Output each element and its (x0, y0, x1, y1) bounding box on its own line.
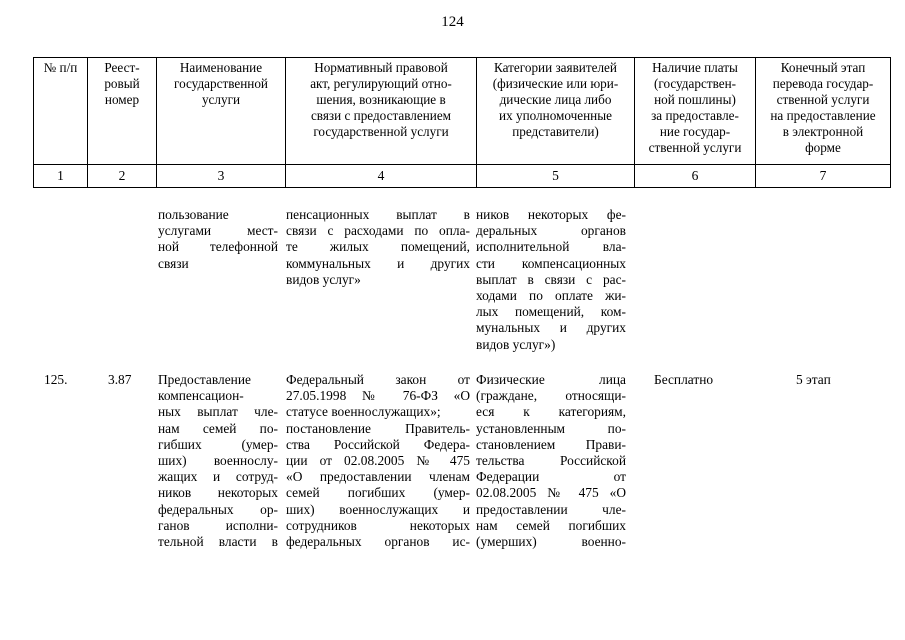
text-line: пользование (158, 207, 229, 222)
header-line: Наименование (179, 60, 263, 75)
text-line: (умерших) военно- (476, 534, 626, 550)
text-line: Федерации от (476, 469, 626, 485)
header-line: Нормативный правовой (314, 60, 448, 75)
text-line: Предоставление (158, 372, 251, 387)
text-line: выплат в связи с рас- (476, 271, 626, 287)
text-line: исполнительной вла- (476, 239, 626, 255)
text-line: федеральных ор- (158, 501, 278, 517)
text-line: видов услуг» (286, 271, 361, 287)
text-line: коммунальных и других (286, 255, 470, 271)
header-line: Наличие платы (652, 60, 738, 75)
header-line: услуги (201, 92, 241, 107)
header-line: государственной (174, 76, 268, 91)
text-line: мунальных и других (476, 320, 626, 336)
header-line: номер (104, 92, 140, 107)
column-number: 7 (756, 165, 891, 188)
header-line: форме (805, 140, 841, 155)
text-line: тельной власти в (158, 534, 278, 550)
header-line: ной пошлины) (654, 92, 736, 107)
column-number: 6 (635, 165, 756, 188)
text-line: ходами по оплате жи- (476, 288, 626, 304)
text-line: постановление Правитель- (286, 420, 470, 436)
fee-value: Бесплатно (654, 372, 714, 387)
header-line: представители) (512, 124, 599, 139)
text-line: становлением Прави- (476, 436, 626, 452)
header-cell-legal-act (286, 58, 477, 165)
header-line: в электронной (782, 124, 864, 139)
text-line: установленным по- (476, 420, 626, 436)
row-legal-act (286, 372, 470, 550)
header-line: государственной услуги (313, 124, 449, 139)
text-line: услугами мест- (158, 223, 278, 239)
header-line: ственной услуги (648, 140, 742, 155)
text-line: ников некоторых (158, 485, 278, 501)
text-line: компенсацион- (158, 388, 244, 404)
header-line: Реест- (104, 60, 140, 75)
text-line: ной телефонной (158, 239, 278, 255)
row-service-name (158, 372, 278, 550)
header-line: за предоставле- (651, 108, 739, 123)
text-line: Физические лица (476, 372, 626, 387)
text-line: статусе военнослужащих»; (286, 404, 441, 420)
header-cell-registry (88, 58, 157, 165)
text-line: ников некоторых фе- (476, 207, 626, 222)
text-line: ганов исполни- (158, 517, 278, 533)
header-cell-fee (635, 58, 756, 165)
text-line: нам семей погибших (476, 517, 626, 533)
header-line: дические лица либо (499, 92, 612, 107)
column-number: 2 (88, 165, 157, 188)
text-line: нам семей по- (158, 420, 278, 436)
column-number: 5 (477, 165, 635, 188)
column-number: 3 (157, 165, 286, 188)
text-line: ства Российской Федера- (286, 436, 470, 452)
header-cell-number (34, 58, 88, 165)
text-line: тельства Российской (476, 453, 626, 469)
header-line: акт, регулирующий отно- (310, 76, 452, 91)
text-line: жащих и сотруд- (158, 469, 278, 485)
header-line: связи с предоставлением (310, 108, 452, 123)
header-line: (государствен- (653, 76, 737, 91)
text-line: семей погибших (умер- (286, 485, 470, 501)
header-line: Категории заявителей (494, 60, 617, 75)
text-line: видов услуг») (476, 336, 556, 352)
header-line: ровый (104, 76, 140, 91)
text-line: связи с расходами по опла- (286, 223, 470, 239)
header-line: (физические или юри- (492, 76, 619, 91)
header-line: их уполномоченные (499, 108, 612, 123)
text-line: те жилых помещений, (286, 239, 470, 255)
services-table-header (33, 57, 891, 188)
text-line: ных выплат чле- (158, 404, 278, 420)
text-line: еся к категориям, (476, 404, 626, 420)
text-line: деральных органов (476, 223, 626, 239)
header-line: № п/п (43, 60, 78, 75)
header-cell-applicants (477, 58, 635, 165)
text-line: 02.08.2005 № 475 «О (476, 485, 626, 501)
text-line: гибших (умер- (158, 436, 278, 452)
text-line: пенсационных выплат в (286, 207, 470, 222)
continuation-applicants (476, 207, 626, 353)
text-line: ции от 02.08.2005 № 475 (286, 453, 470, 469)
text-line: сотрудников некоторых (286, 517, 470, 533)
column-number: 1 (34, 165, 88, 188)
row-applicants (476, 372, 626, 550)
text-line: ших) военнослу- (158, 453, 278, 469)
text-line: (граждане, относящи- (476, 388, 626, 404)
registry-number: 3.87 (108, 372, 132, 387)
text-line: ших) военнослужащих и (286, 501, 470, 517)
final-stage-value: 5 этап (796, 372, 831, 387)
text-line: сти компенсационных (476, 255, 626, 271)
header-line: ние государ- (659, 124, 731, 139)
column-number-row (34, 165, 891, 188)
header-line: Конечный этап (780, 60, 866, 75)
header-cell-service-name (157, 58, 286, 165)
text-line: федеральных органов ис- (286, 534, 470, 550)
text-line: Федеральный закон от (286, 372, 470, 387)
header-line: шения, возникающие в (316, 92, 446, 107)
page-number: 124 (441, 14, 464, 30)
header-cell-final-stage (756, 58, 891, 165)
row-number: 125. (44, 372, 68, 387)
text-line: лых помещений, ком- (476, 304, 626, 320)
text-line: 27.05.1998 № 76-ФЗ «О (286, 388, 470, 404)
header-row (34, 58, 891, 165)
continuation-legal-act (286, 207, 470, 288)
text-line: связи (158, 255, 189, 271)
column-number: 4 (286, 165, 477, 188)
continuation-service-name (158, 207, 278, 272)
text-line: предоставлении чле- (476, 501, 626, 517)
header-line: ственной услуги (776, 92, 870, 107)
header-line: перевода государ- (772, 76, 874, 91)
header-line: на предоставление (770, 108, 876, 123)
text-line: «О предоставлении членам (286, 469, 470, 485)
